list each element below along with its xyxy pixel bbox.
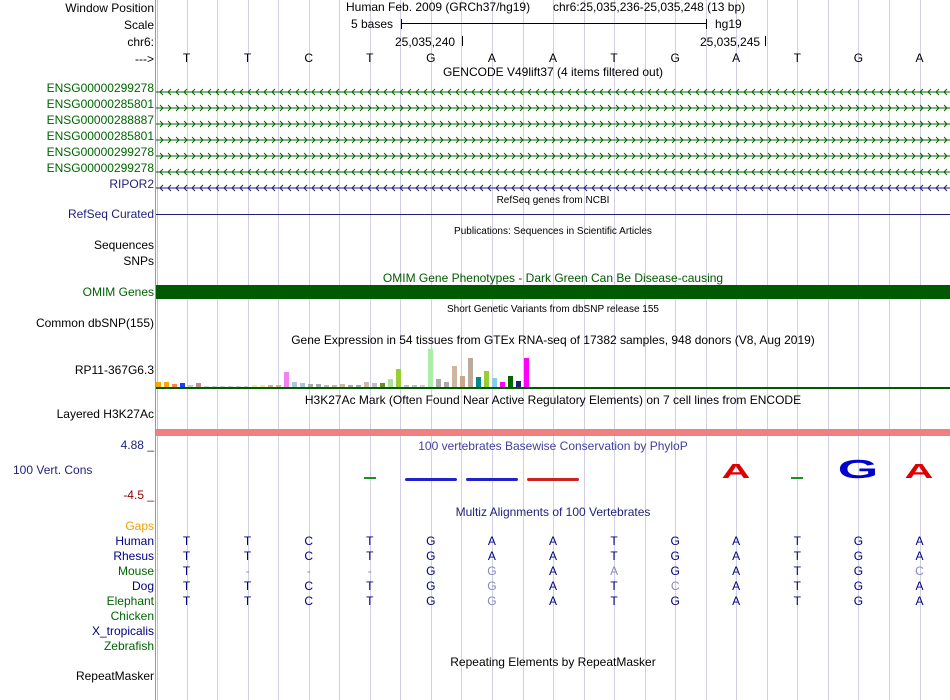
gencode-track-label[interactable]: ENSG00000299278 — [46, 145, 154, 159]
multiz-base: G — [426, 549, 436, 563]
multiz-base: A — [732, 594, 741, 608]
multiz-base: T — [182, 564, 191, 578]
repeatmasker-label[interactable]: RepeatMasker — [75, 669, 154, 683]
multiz-base: T — [243, 579, 252, 593]
gtex-bar — [388, 379, 393, 387]
multiz-base: A — [915, 579, 924, 593]
multiz-base: A — [548, 579, 557, 593]
dbsnp-label[interactable]: Common dbSNP(155) — [35, 316, 154, 330]
gencode-track-arrows[interactable] — [156, 116, 950, 126]
gtex-bar — [396, 369, 401, 387]
gencode-track-label[interactable]: ENSG00000285801 — [46, 97, 154, 111]
multiz-base: C — [304, 579, 314, 593]
phylop-mark — [466, 478, 518, 481]
repeatmasker-title[interactable]: Repeating Elements by RepeatMasker — [450, 655, 656, 669]
multiz-species-label[interactable]: X_tropicalis — [91, 624, 154, 638]
gtex-bar — [284, 372, 289, 387]
multiz-base: A — [732, 534, 741, 548]
multiz-base: G — [426, 579, 436, 593]
multiz-base: G — [670, 564, 680, 578]
scale-bar-right-tick — [706, 19, 707, 29]
sequence-base: T — [366, 51, 374, 65]
phylop-mark — [405, 478, 457, 481]
phylop-letter: G — [838, 455, 879, 484]
gencode-arrow-svg — [156, 87, 950, 97]
gencode-track-arrows[interactable] — [156, 148, 950, 158]
phylop-letter: A — [904, 461, 934, 483]
multiz-base: T — [366, 534, 374, 548]
multiz-base: A — [548, 549, 557, 563]
gtex-bar — [436, 379, 441, 387]
multiz-base: A — [915, 534, 924, 548]
multiz-base: T — [243, 549, 252, 563]
scale-label: Scale — [123, 18, 154, 32]
multiz-base: G — [853, 594, 864, 608]
gtex-bar — [484, 371, 489, 387]
multiz-base: T — [243, 534, 252, 548]
multiz-base: G — [853, 564, 864, 578]
gencode-arrow-svg — [156, 151, 950, 161]
multiz-species-label[interactable]: Zebrafish — [103, 639, 154, 653]
gencode-track-arrows[interactable] — [156, 180, 950, 190]
gtex-chart[interactable] — [156, 349, 950, 387]
gtex-bar — [468, 358, 473, 387]
gencode-track-label[interactable]: ENSG00000288887 — [46, 113, 154, 127]
gencode-track-label[interactable]: ENSG00000299278 — [46, 161, 154, 175]
gtex-title[interactable]: Gene Expression in 54 tissues from GTEx RNA-seq of 17382 samples, 948 donors (V8, Aug 2019) — [291, 333, 815, 347]
multiz-species-label[interactable]: Mouse — [117, 564, 154, 578]
gtex-bar — [476, 377, 481, 387]
gtex-bar — [508, 376, 513, 387]
refseq-line[interactable] — [156, 214, 950, 215]
db-name: hg19 — [715, 17, 742, 31]
phylop-mark — [527, 478, 579, 481]
multiz-base: T — [793, 594, 801, 608]
refseq-label[interactable]: RefSeq Curated — [67, 207, 154, 221]
multiz-base: A — [548, 564, 557, 578]
gtex-bar — [452, 366, 457, 387]
gencode-track-arrows[interactable] — [156, 132, 950, 142]
multiz-base: T — [610, 549, 618, 563]
multiz-base: - — [306, 564, 311, 578]
multiz-base: T — [366, 579, 374, 593]
sequence-base: T — [793, 51, 801, 65]
multiz-base: G — [426, 564, 436, 578]
gencode-track-label[interactable]: RIPOR2 — [109, 177, 154, 191]
multiz-base: T — [793, 534, 801, 548]
publications-title[interactable]: Publications: Sequences in Scientific Articles — [454, 226, 652, 237]
multiz-base: A — [732, 564, 741, 578]
multiz-base: C — [304, 594, 314, 608]
gencode-arrow-svg — [156, 119, 950, 129]
multiz-base: G — [426, 534, 436, 548]
multiz-base: - — [367, 564, 372, 578]
multiz-base: G — [853, 579, 864, 593]
multiz-base: A — [548, 534, 557, 548]
phylop-mark — [364, 477, 376, 479]
sequence-base: A — [487, 51, 496, 65]
multiz-species-label[interactable]: Rhesus — [113, 549, 154, 563]
phylop-min: -4.5 _ — [123, 488, 154, 502]
phylop-logo[interactable] — [156, 455, 950, 485]
sequence-base: A — [915, 51, 924, 65]
multiz-base: C — [304, 549, 314, 563]
multiz-base: G — [487, 564, 497, 578]
gaps-label[interactable]: Gaps — [125, 519, 154, 533]
dbsnp-title[interactable]: Short Genetic Variants from dbSNP release 155 — [447, 304, 659, 315]
scale-text: 5 bases — [351, 17, 394, 31]
multiz-base: T — [793, 549, 801, 563]
multiz-species-label[interactable]: Dog — [131, 579, 154, 593]
sequence-base: G — [426, 51, 436, 65]
h3k27ac-bar[interactable] — [156, 429, 950, 436]
multiz-base: G — [670, 594, 680, 608]
phylop-title[interactable]: 100 vertebrates Basewise Conservation by PhyloP — [418, 439, 688, 453]
multiz-base: C — [915, 564, 924, 578]
multiz-base: G — [853, 549, 864, 563]
phylop-max: 4.88 _ — [120, 438, 154, 452]
strand-label: ---> — [135, 52, 154, 66]
multiz-species-label[interactable]: Elephant — [106, 594, 154, 608]
h3k27ac-title[interactable]: H3K27Ac Mark (Often Found Near Active Regulatory Elements) on 7 cell lines from ENCODE — [304, 393, 802, 407]
coord-tick-1 — [462, 36, 463, 46]
multiz-base: C — [670, 579, 680, 593]
multiz-base: T — [182, 534, 191, 548]
multiz-title[interactable]: Multiz Alignments of 100 Vertebrates — [455, 505, 651, 519]
phylop-label[interactable]: 100 Vert. Cons — [13, 463, 93, 477]
gencode-arrow-svg — [156, 103, 950, 113]
snps-label[interactable]: SNPs — [123, 254, 154, 268]
position-title[interactable]: chr6:25,035,236-25,035,248 (13 bp) — [553, 0, 746, 14]
coord-label-1: 25,035,240 — [395, 35, 456, 49]
multiz-base: T — [610, 534, 618, 548]
gtex-label[interactable]: RP11-367G6.3 — [74, 363, 154, 377]
multiz-base: A — [487, 549, 496, 563]
multiz-base: C — [304, 534, 314, 548]
multiz-base: G — [670, 534, 680, 548]
gencode-track-arrows[interactable] — [156, 100, 950, 110]
gencode-title[interactable]: GENCODE V49lift37 (4 items filtered out) — [442, 65, 664, 79]
scale-bar — [401, 23, 706, 24]
sequence-base: A — [548, 51, 557, 65]
gtex-bar — [524, 358, 529, 387]
multiz-base: A — [732, 549, 741, 563]
multiz-base: A — [915, 549, 924, 563]
omim-label[interactable]: OMIM Genes — [82, 285, 154, 299]
h3k27ac-label[interactable]: Layered H3K27Ac — [56, 407, 154, 421]
sequence-base: T — [243, 51, 252, 65]
gencode-track-arrows[interactable] — [156, 164, 950, 174]
gencode-arrow-svg — [156, 183, 950, 193]
gencode-track-label[interactable]: ENSG00000299278 — [46, 81, 154, 95]
chrom-label: chr6: — [127, 35, 154, 49]
multiz-base: G — [487, 579, 497, 593]
multiz-base: T — [793, 564, 801, 578]
gtex-bar — [428, 349, 433, 387]
multiz-base: T — [182, 549, 191, 563]
sequence-base: G — [670, 51, 680, 65]
sequences-label[interactable]: Sequences — [93, 238, 154, 252]
multiz-base: T — [366, 549, 374, 563]
multiz-base: G — [426, 594, 436, 608]
omim-title[interactable]: OMIM Gene Phenotypes - Dark Green Can Be Disease-causing — [382, 271, 724, 285]
multiz-base: G — [487, 594, 497, 608]
gtex-bar — [492, 378, 497, 387]
sequence-base: C — [304, 51, 314, 65]
scale-bar-left-tick — [401, 19, 402, 29]
sequence-base: G — [853, 51, 864, 65]
multiz-species-label[interactable]: Human — [115, 534, 154, 548]
multiz-base: A — [548, 594, 557, 608]
multiz-base: A — [732, 579, 741, 593]
sequence-base: A — [732, 51, 741, 65]
multiz-base: T — [182, 594, 191, 608]
multiz-base: G — [670, 549, 680, 563]
assembly-title: Human Feb. 2009 (GRCh37/hg19) — [346, 0, 531, 14]
omim-bar[interactable] — [156, 285, 950, 299]
multiz-base: T — [182, 579, 191, 593]
gencode-track-arrows[interactable] — [156, 84, 950, 94]
multiz-base: G — [853, 534, 864, 548]
multiz-base: T — [610, 579, 618, 593]
gtex-baseline — [156, 387, 950, 389]
window-position-label: Window Position — [65, 1, 154, 15]
multiz-base: T — [243, 594, 252, 608]
phylop-letter: A — [721, 461, 751, 483]
multiz-base: - — [245, 564, 250, 578]
sequence-base: T — [610, 51, 618, 65]
multiz-species-label[interactable]: Chicken — [110, 609, 154, 623]
multiz-base: T — [366, 594, 374, 608]
sequence-base: T — [182, 51, 191, 65]
multiz-base: A — [610, 564, 619, 578]
gencode-track-label[interactable]: ENSG00000285801 — [46, 129, 154, 143]
gencode-arrow-svg — [156, 167, 950, 177]
multiz-base: T — [793, 579, 801, 593]
coord-tick-2 — [765, 36, 766, 46]
multiz-base: T — [610, 594, 618, 608]
multiz-base: A — [915, 594, 924, 608]
multiz-base: A — [487, 534, 496, 548]
coord-label-2: 25,035,245 — [700, 35, 761, 49]
refseq-title[interactable]: RefSeq genes from NCBI — [496, 195, 610, 206]
gtex-bar — [460, 376, 465, 387]
gencode-arrow-svg — [156, 135, 950, 145]
